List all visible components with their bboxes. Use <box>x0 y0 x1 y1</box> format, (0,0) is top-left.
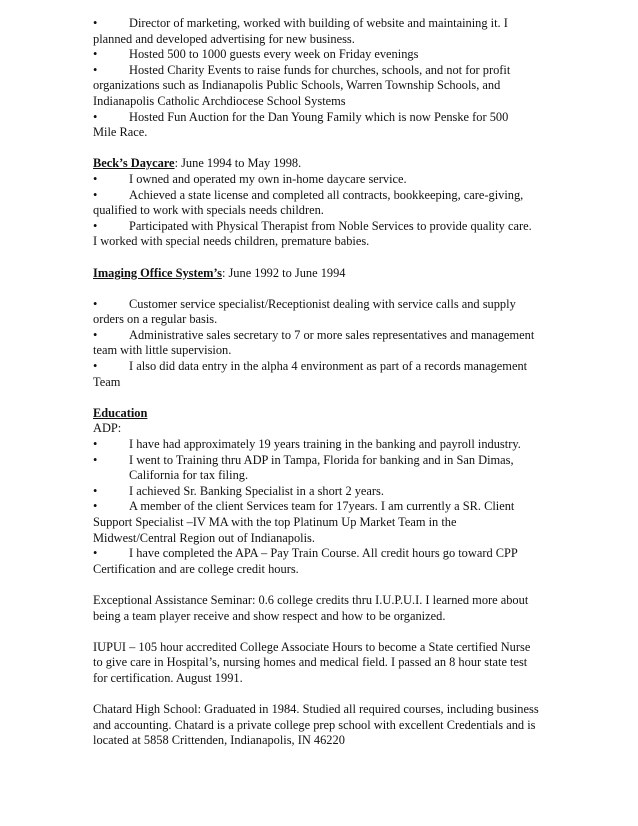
spacer <box>93 250 551 266</box>
section-heading: Education <box>93 405 148 420</box>
section-heading-line <box>93 406 551 422</box>
paragraph-line: being a team player receive and show respect and how to be organized. <box>93 608 446 623</box>
spacer <box>93 390 551 406</box>
spacer <box>93 141 551 157</box>
bullet-text: A member of the client Services team for 17years. I am currently a SR. Client <box>129 499 515 514</box>
bullet-glyph: • <box>93 327 98 342</box>
bullet-glyph: • <box>93 47 98 62</box>
continuation-line: California for tax filing. <box>129 468 249 483</box>
bullet-glyph: • <box>93 171 98 186</box>
bullet-item <box>93 47 551 63</box>
spacer <box>93 577 551 593</box>
bullet-glyph: • <box>93 62 98 77</box>
bullet-text: Hosted Fun Auction for the Dan Young Family which is now Penske for 500 <box>129 109 509 124</box>
resume-page <box>93 16 551 749</box>
bullet-text: I went to Training thru ADP in Tampa, Florida for banking and in San Dimas, <box>129 452 514 467</box>
spacer <box>93 624 551 640</box>
bullet-text: Participated with Physical Therapist from Noble Services to provide quality care. <box>129 218 532 233</box>
bullet-text: Achieved a state license and completed all contracts, bookkeeping, care-giving, <box>129 187 524 202</box>
bullet-item <box>93 499 551 515</box>
bullet-glyph: • <box>93 187 98 202</box>
section-dates: : June 1994 to May 1998. <box>174 156 302 171</box>
continuation-line: Certification and are college credit hours. <box>93 561 299 576</box>
continuation-line: Support Specialist –IV MA with the top Platinum Up Market Team in the <box>93 515 457 529</box>
bullet-glyph: • <box>93 546 98 561</box>
continuation-line: Team <box>93 374 121 389</box>
paragraph-line: located at 5858 Crittenden, Indianapolis, IN 46220 <box>93 733 345 748</box>
bullet-item <box>93 172 551 188</box>
paragraph-line: Chatard High School: Graduated in 1984. Studied all required courses, including business <box>93 702 539 717</box>
bullet-text: I have completed the APA – Pay Train Course. All credit hours go toward CPP <box>129 546 518 561</box>
spacer <box>93 281 551 297</box>
continuation-line: Indianapolis Catholic Archdiocese School Systems <box>93 93 346 108</box>
continuation-line: team with little supervision. <box>93 343 232 358</box>
section-heading-line <box>93 156 551 172</box>
bullet-text: I have had approximately 19 years training in the banking and payroll industry. <box>129 437 521 452</box>
bullet-text: Hosted Charity Events to raise funds for churches, schools, and not for profit <box>129 62 511 77</box>
section-heading: Beck’s Daycare <box>93 156 175 171</box>
paragraph-line: I worked with special needs children, premature babies. <box>93 234 370 249</box>
bullet-item <box>93 16 551 32</box>
continuation-line: qualified to work with specials needs children. <box>93 203 324 218</box>
bullet-glyph: • <box>93 437 98 452</box>
bullet-item <box>93 219 551 235</box>
bullet-text: I owned and operated my own in-home daycare service. <box>129 171 407 186</box>
bullet-item <box>93 63 551 79</box>
bullet-item <box>93 437 551 453</box>
bullet-glyph: • <box>93 16 98 30</box>
bullet-text: Customer service specialist/Receptionist dealing with service calls and supply <box>129 296 516 311</box>
bullet-item <box>93 453 551 469</box>
bullet-item <box>93 546 551 562</box>
bullet-text: I also did data entry in the alpha 4 environment as part of a records management <box>129 359 528 374</box>
paragraph-line: Exceptional Assistance Seminar: 0.6 college credits thru I.U.P.U.I. I learned more about <box>93 592 529 607</box>
section-dates: : June 1992 to June 1994 <box>221 265 346 280</box>
section-heading: Imaging Office System’s <box>93 265 222 280</box>
bullet-item <box>93 328 551 344</box>
bullet-item <box>93 297 551 313</box>
bullet-glyph: • <box>93 218 98 233</box>
bullet-item <box>93 484 551 500</box>
subheading: ADP: <box>93 421 122 436</box>
bullet-text: I achieved Sr. Banking Specialist in a short 2 years. <box>129 483 384 498</box>
bullet-item <box>93 110 551 126</box>
continuation-line: Midwest/Central Region out of Indianapolis. <box>93 530 315 545</box>
bullet-glyph: • <box>93 359 98 374</box>
bullet-text: Director of marketing, worked with building of website and maintaining it. I <box>129 16 508 30</box>
bullet-item <box>93 359 551 375</box>
bullet-glyph: • <box>93 109 98 124</box>
bullet-glyph: • <box>93 296 98 311</box>
section-heading-line <box>93 266 551 282</box>
spacer <box>93 687 551 703</box>
bullet-text: Hosted 500 to 1000 guests every week on Friday evenings <box>129 47 419 62</box>
paragraph-line: and accounting. Chatard is a private college prep school with excellent Credentials and is <box>93 717 536 732</box>
bullet-item <box>93 188 551 204</box>
continuation-line: planned and developed advertising for new business. <box>93 31 355 46</box>
bullet-glyph: • <box>93 452 98 467</box>
paragraph-line: for certification. August 1991. <box>93 670 243 685</box>
continuation-line: Mile Race. <box>93 125 148 140</box>
bullet-text: Administrative sales secretary to 7 or more sales representatives and management <box>129 327 535 342</box>
continuation-line: orders on a regular basis. <box>93 312 218 327</box>
bullet-glyph: • <box>93 483 98 498</box>
paragraph-line: IUPUI – 105 hour accredited College Associate Hours to become a State certified Nurse <box>93 639 531 654</box>
paragraph-line: to give care in Hospital’s, nursing homes and medical field. I passed an 8 hour state test <box>93 655 528 670</box>
continuation-line: organizations such as Indianapolis Public Schools, Warren Township Schools, and <box>93 78 501 93</box>
bullet-glyph: • <box>93 499 98 514</box>
